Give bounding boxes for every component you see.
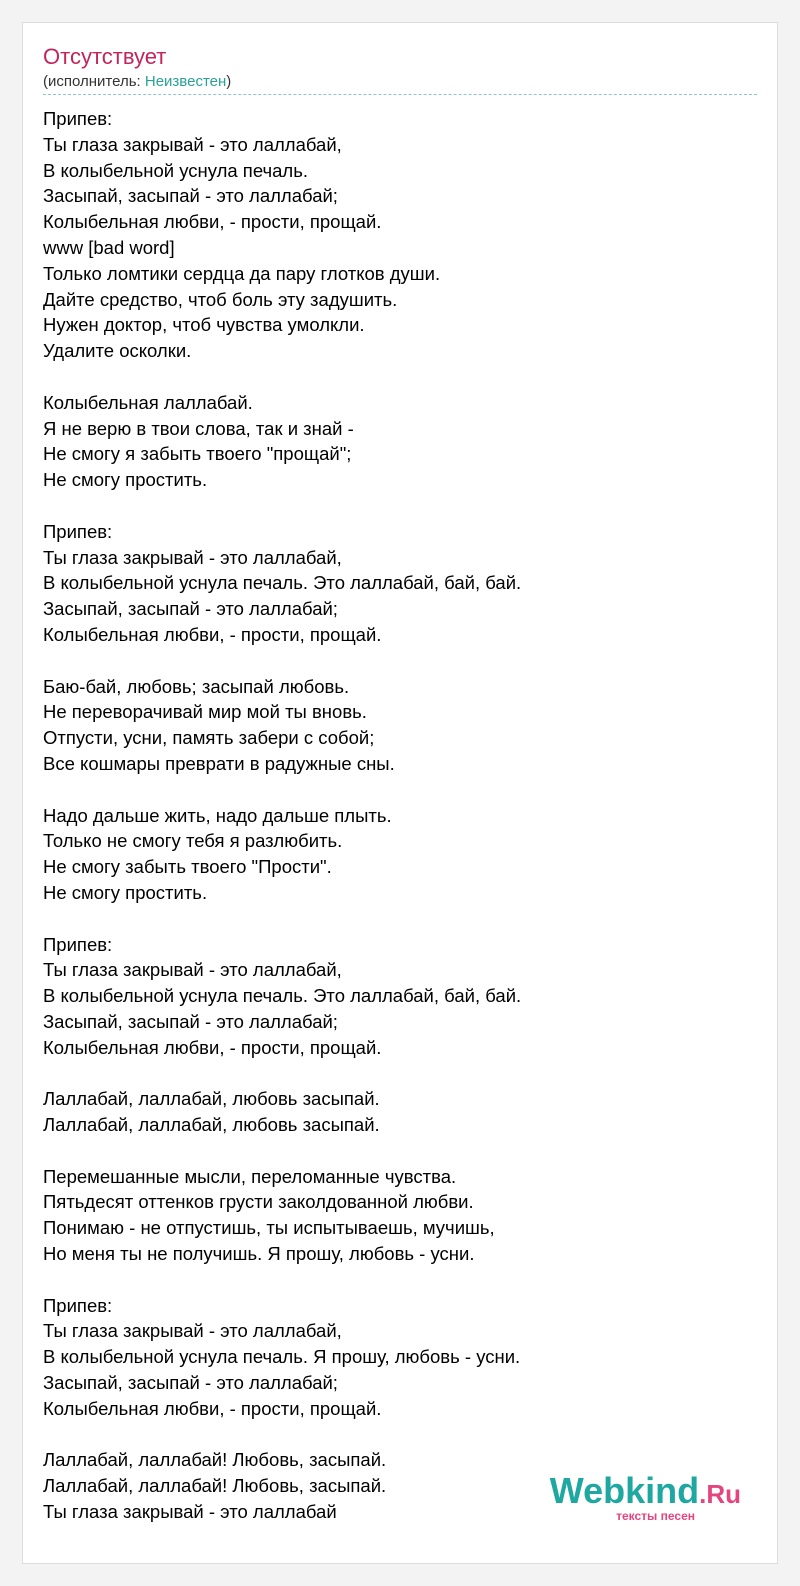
- header-divider: [43, 94, 757, 95]
- logo-word: Webkind: [549, 1470, 700, 1511]
- lyrics-card: [22, 22, 778, 1564]
- lyric-line: Я не верю в твои слова, так и знай -: [43, 417, 354, 439]
- lyric-stanza: [43, 1086, 743, 1138]
- lyric-line: Припев:: [43, 1294, 113, 1316]
- lyric-stanza: [43, 932, 743, 1061]
- lyric-line: Не переворачивай мир мой ты вновь.: [43, 701, 367, 723]
- lyric-line: В колыбельной уснула печаль. Это лаллабай, бай, бай.: [43, 985, 522, 1007]
- lyric-line: Удалите осколки.: [43, 340, 192, 362]
- lyric-line: Засыпай, засыпай - это лаллабай;: [43, 598, 338, 620]
- lyric-line: Надо дальше жить, надо дальше плыть.: [43, 804, 392, 826]
- lyric-line: Понимаю - не отпустишь, ты испытываешь, мучишь,: [43, 1217, 495, 1239]
- lyric-line: В колыбельной уснула печаль. Это лаллабай, бай, бай.: [43, 572, 522, 594]
- lyric-line: В колыбельной уснула печаль.: [43, 159, 308, 181]
- lyric-line: Ты глаза закрывай - это лаллабай,: [43, 546, 342, 568]
- artist-suffix: ): [226, 73, 232, 90]
- lyric-line: Засыпай, засыпай - это лаллабай;: [43, 1372, 338, 1394]
- lyric-line: Колыбельная любви, - прости, прощай.: [43, 623, 382, 645]
- artist-prefix: (исполнитель:: [43, 73, 145, 90]
- lyric-line: Все кошмары преврати в радужные сны.: [43, 752, 395, 774]
- lyric-line: Ты глаза закрывай - это лаллабай,: [43, 133, 342, 155]
- song-title: Отсутствует: [43, 44, 167, 69]
- lyric-line: Пятьдесят оттенков грусти заколдованной любви.: [43, 1191, 474, 1213]
- lyric-line: Колыбельная любви, - прости, прощай.: [43, 1397, 382, 1419]
- lyric-line: Но меня ты не получишь. Я прошу, любовь - усни.: [43, 1243, 475, 1265]
- lyric-line: Засыпай, засыпай - это лаллабай;: [43, 185, 338, 207]
- lyric-line: Припев:: [43, 520, 113, 542]
- artist-line: [43, 73, 231, 91]
- lyric-stanza: [43, 106, 743, 364]
- lyric-line: Ты глаза закрывай - это лаллабай,: [43, 1320, 342, 1342]
- logo-tld: .Ru: [699, 1479, 741, 1509]
- lyric-line: Засыпай, засыпай - это лаллабай;: [43, 1010, 338, 1032]
- lyric-line: Отпусти, усни, память забери с собой;: [43, 727, 375, 749]
- lyric-line: В колыбельной уснула печаль. Я прошу, любовь - усни.: [43, 1346, 521, 1368]
- lyric-line: Колыбельная лаллабай.: [43, 391, 253, 413]
- lyric-stanza: [43, 390, 743, 493]
- lyric-line: Только не смогу тебя я разлюбить.: [43, 830, 343, 852]
- lyric-line: Только ломтики сердца да пару глотков души.: [43, 262, 441, 284]
- lyric-line: Лаллабай, лаллабай! Любовь, засыпай.: [43, 1449, 387, 1471]
- lyric-line: Лаллабай, лаллабай, любовь засыпай.: [43, 1114, 380, 1136]
- lyric-line: Колыбельная любви, - прости, прощай.: [43, 1036, 382, 1058]
- lyric-line: Перемешанные мысли, переломанные чувства.: [43, 1165, 457, 1187]
- webkind-logo[interactable]: [531, 1471, 741, 1529]
- lyric-line: Ты глаза закрывай - это лаллабай: [43, 1501, 337, 1523]
- lyric-line: Дайте средство, чтоб боль эту задушить.: [43, 288, 398, 310]
- lyric-stanza: [43, 1293, 743, 1422]
- lyric-stanza: [43, 674, 743, 777]
- lyric-line: Припев:: [43, 108, 113, 129]
- lyric-stanza: [43, 1164, 743, 1267]
- lyric-stanza: [43, 519, 743, 648]
- lyric-line: Колыбельная любви, - прости, прощай.: [43, 211, 382, 233]
- lyric-line: Баю-бай, любовь; засыпай любовь.: [43, 675, 350, 697]
- lyric-line: www [bad word]: [43, 236, 175, 258]
- lyric-stanza: [43, 803, 743, 906]
- lyric-line: Не смогу я забыть твоего "прощай";: [43, 443, 352, 465]
- lyrics-body: [43, 106, 743, 1551]
- lyric-line: Лаллабай, лаллабай! Любовь, засыпай.: [43, 1475, 387, 1497]
- lyric-line: Припев:: [43, 933, 113, 955]
- lyric-line: Не смогу простить.: [43, 881, 208, 903]
- lyric-line: Не смогу простить.: [43, 469, 208, 491]
- lyric-line: Лаллабай, лаллабай, любовь засыпай.: [43, 1088, 380, 1110]
- lyric-line: Не смогу забыть твоего "Прости".: [43, 856, 332, 878]
- artist-link[interactable]: Неизвестен: [144, 73, 227, 90]
- lyric-line: Нужен доктор, чтоб чувства умолкли.: [43, 314, 365, 336]
- logo-wordmark: [550, 1471, 741, 1514]
- logo-tagline: тексты песен: [616, 1509, 695, 1523]
- lyric-line: Ты глаза закрывай - это лаллабай,: [43, 959, 342, 981]
